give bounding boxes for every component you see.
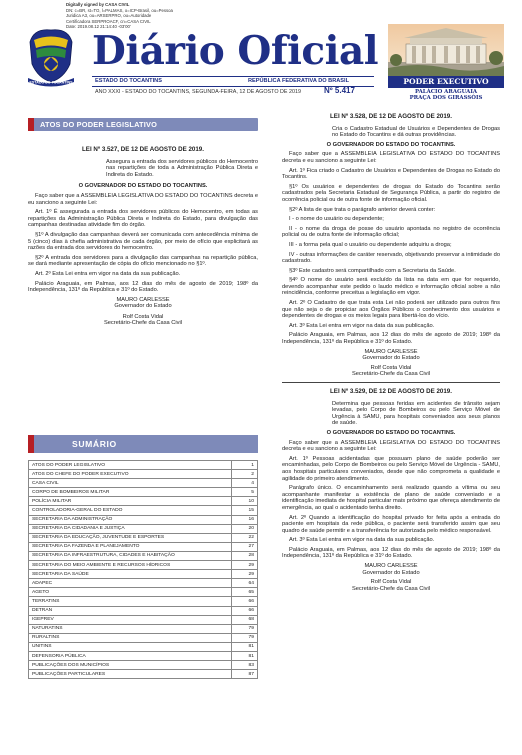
palace-name: PALÁCIO ARAGUAIA: [414, 89, 478, 95]
summary-section: AGETO: [29, 588, 232, 597]
summary-row: [29, 461, 258, 470]
summary-section: CONTROLADORIA-GERAL DO ESTADO: [29, 506, 232, 515]
summary-page: 65: [232, 588, 258, 597]
law-closing: Palácio Araguaia, em Palmas, aos 12 dias do mês de agosto de 2019; 198º da Independência, 131º da República e 31º do Estado.: [282, 332, 500, 346]
law-article: Art. 2º Esta Lei entra em vigor na data da sua publicação.: [35, 270, 181, 277]
summary-section: SECRETARIA DO MEIO AMBIENTE E RECURSOS HÍDRICOS: [29, 561, 232, 570]
signature-line: DN: c=BR, st=TO, l=PALMAS, o=ICP-Brasil, ou=Pessoa: [66, 7, 173, 13]
summary-row: [29, 488, 258, 497]
law-paragraph: §3º Este cadastro será compartilhado com a Secretaria da Saúde.: [289, 267, 456, 274]
signer-role: Secretário-Chefe da Casa Civil: [351, 585, 431, 592]
summary-section: CORPO DE BOMBEIROS MILITAR: [29, 488, 232, 497]
law-paragraph: §1º Os usuários e dependentes de drogas do Estado do Tocantins serão cadastrados pela Secretaria Estadual de Segurança Pública, a partir do registro de ocorrência policial ou de outra fonte de informação oficial.: [282, 183, 500, 203]
summary-row: [29, 588, 258, 597]
summary-row: [29, 624, 258, 633]
summary-page: 87: [232, 670, 258, 679]
summary-row: [29, 524, 258, 533]
summary-section: ADAPEC: [29, 579, 232, 588]
summary-section: SECRETARIA DA SAÚDE: [29, 570, 232, 579]
summary-section: DETRAN: [29, 606, 232, 615]
signer-role: Governador do Estado: [362, 355, 420, 362]
summary-page: 79: [232, 624, 258, 633]
summary-page: 29: [232, 570, 258, 579]
law-article: Art. 2º O Cadastro de que trata esta Lei não poderá ser utilizado para outros fins que não seja o de propiciar aos Órgãos Públicos o conhecimento dos usuários e dependentes de drogas e os meios legais para libertá-los do vício.: [282, 300, 500, 320]
law-article: Art. 2º Quando a identificação do hospital privado for feita após a entrada do paciente em hospitais da rede pública, o paciente será transferido assim que seu quadro de saúde permitir e a transferência for autorizada pelo médico responsável.: [282, 514, 500, 534]
summary-section: IGEPREV: [29, 615, 232, 624]
summary-section: PUBLICAÇÕES DOS MUNICÍPIOS: [29, 661, 232, 670]
summary-section: SECRETARIA DA CIDADANIA E JUSTIÇA: [29, 524, 232, 533]
summary-row: [29, 470, 258, 479]
summary-row: [29, 615, 258, 624]
signer-name: Rolf Costa Vidal: [122, 313, 164, 320]
signer-name: MAURO CARLESSE: [364, 563, 418, 570]
left-column: [28, 118, 258, 330]
summary-section: SECRETARIA DA FAZENDA E PLANEJAMENTO: [29, 542, 232, 551]
law-item: IV - outras informações de caráter reservado, objetivando preservar a intimidade do cadastrado.: [282, 251, 500, 265]
summary-page: 79: [232, 633, 258, 642]
summary-row: [29, 579, 258, 588]
masthead-state: ESTADO DO TOCANTINS: [95, 78, 162, 84]
summary-row: [29, 670, 258, 679]
summary-section: SECRETARIA DA ADMINISTRAÇÃO: [29, 515, 232, 524]
law-article: Art. 3º Esta Lei entra em vigor na data da sua publicação.: [289, 322, 435, 329]
summary-row: [29, 506, 258, 515]
summary-page: 1: [232, 461, 258, 470]
summary-page: 66: [232, 606, 258, 615]
law-paragraph: §2º A lista de que trata o parágrafo anterior deverá conter:: [289, 206, 436, 213]
summary-row: [29, 515, 258, 524]
law-preamble: Faço saber que a ASSEMBLEIA LEGISLATIVA DO ESTADO DO TOCANTINS decreta e eu sanciono a seguinte Lei:: [282, 151, 500, 164]
law-article: Art. 3º Esta Lei entra em vigor na data da sua publicação.: [289, 537, 435, 544]
summary-page: 4: [232, 479, 258, 488]
signature-line: Date: 2019.08.12 21:14:40 -03'00': [66, 24, 131, 30]
summary-section: UNITINS: [29, 642, 232, 651]
masthead-republic: REPÚBLICA FEDERATIVA DO BRASIL: [248, 78, 349, 84]
palace-square: PRAÇA DOS GIRASSÓIS: [409, 95, 483, 101]
law-article: Art. 1º É assegurada a entrada dos servidores públicos do Hemocentro, em todas as repartições da Administração Pública Direta e Indireta do Estado, para divulgação das campanhas destinadas atividade fim do órgão.: [28, 209, 258, 229]
law-paragraph: §2º A entrada dos servidores para a divulgação das campanhas na repartição pública, se dará mediante apresentação de cópia do ofício mencionado no §1º.: [28, 254, 258, 268]
signer-name: Rolf Costa Vidal: [370, 579, 412, 586]
law-item: I - o nome do usuário ou dependente;: [289, 216, 384, 223]
summary-section: DEFENSORIA PÚBLICA: [29, 651, 232, 660]
summary-page: 22: [232, 533, 258, 542]
state-crest-icon: [26, 24, 76, 90]
summary-row: [29, 570, 258, 579]
summary-title: SUMÁRIO: [72, 439, 117, 449]
summary-row: [29, 633, 258, 642]
summary-row: [29, 497, 258, 506]
summary-section: NATURATINS: [29, 624, 232, 633]
signer-role: Governador do Estado: [114, 303, 172, 310]
signer-name: MAURO CARLESSE: [116, 296, 170, 303]
summary-row: [29, 606, 258, 615]
summary-page: 5: [232, 488, 258, 497]
palace-photo: [388, 24, 504, 76]
law-paragraph: §4º O nome do usuário será excluído da lista na data em que for requerido, devendo acompanhar este pedido o laudo médico e informação oficial sobre a não reincidência, conforme preceitua a legislação em vigor.: [282, 277, 500, 297]
summary-row: [29, 642, 258, 651]
summary-page: 20: [232, 524, 258, 533]
summary-row: [29, 661, 258, 670]
summary: [28, 435, 258, 679]
masthead-title: Diário Oficial: [92, 28, 379, 74]
signer-role: Governador do Estado: [362, 569, 420, 576]
law-preamble: Faço saber que a ASSEMBLEIA LEGISLATIVA DO ESTADO DO TOCANTINS decreta e eu sanciono a seguinte Lei:: [28, 192, 258, 206]
digital-signature: [66, 2, 256, 30]
summary-section: CASA CIVIL: [29, 479, 232, 488]
summary-page: 83: [232, 661, 258, 670]
summary-section: TERRATINS: [29, 597, 232, 606]
signature-line: Certificadora SERPROACF, cn=CASA CIVIL: [66, 18, 151, 24]
summary-page: 16: [232, 515, 258, 524]
signer-role: Secretário-Chefe da Casa Civil: [103, 320, 183, 327]
summary-page: 29: [232, 561, 258, 570]
summary-page: 68: [232, 615, 258, 624]
issue-number: Nº 5.417: [324, 86, 355, 95]
right-column: [282, 112, 500, 595]
summary-page: 2: [232, 470, 258, 479]
summary-section: ATOS DO CHEFE DO PODER EXECUTIVO: [29, 470, 232, 479]
law-ementa: Assegura a entrada dos servidores públicos do Hemocentro nas repartições de toda a Administração Pública Direta e Indireta do Estado.: [106, 158, 258, 178]
summary-page: 81: [232, 642, 258, 651]
summary-row: [29, 597, 258, 606]
signer-name: Rolf Costa Vidal: [370, 364, 412, 371]
summary-table: [28, 460, 258, 679]
summary-page: 10: [232, 497, 258, 506]
governor-heading: O GOVERNADOR DO ESTADO DO TOCANTINS.: [326, 429, 456, 436]
branch-label: PODER EXECUTIVO: [388, 76, 504, 88]
summary-row: [29, 651, 258, 660]
law-title: LEI Nº 3.527, DE 12 DE AGOSTO DE 2019.: [82, 146, 204, 153]
law-preamble: Faço saber que a ASSEMBLEIA LEGISLATIVA DO ESTADO DO TOCANTINS decreta e eu sanciono a seguinte Lei:: [282, 439, 500, 453]
law-title: LEI Nº 3.528, DE 12 DE AGOSTO DE 2019.: [330, 113, 452, 120]
summary-page: 27: [232, 542, 258, 551]
summary-page: 15: [232, 506, 258, 515]
law-paragraph: §1º A divulgação das campanhas deverá ser comunicada com antecedência mínima de 5 (cinco) dias à chefia administrativa de cada órgão, por meio de ofício que explicitará as razões da entrada dos servidores do hemocentro.: [28, 231, 258, 252]
law-ementa: Determina que pessoas feridas em acidentes de trânsito sejam levadas, pelo Corpo de Bombeiros ou pelo Serviço Móvel de Urgência à SAMU, para hospitais conveniados aos seus planos de saúde.: [332, 400, 500, 427]
law-title: LEI Nº 3.529, DE 12 DE AGOSTO DE 2019.: [330, 388, 452, 395]
summary-row: [29, 533, 258, 542]
law-paragraph: Parágrafo único. O encaminhamento será realizado quando a vítima ou seu acompanhante manifestar a existência de plano de saúde conveniado e a identificação imediata de hospital particular mais próximo que ofereça atendimento de emergência, ao qual o acidentado tenha direito.: [282, 485, 500, 511]
law-item: III - a forma pela qual o usuário ou dependente adquiriu a droga;: [289, 241, 452, 248]
law-closing: Palácio Araguaia, em Palmas, aos 12 dias do mês de agosto de 2019; 198º da Independência, 131º da República e 31º do Estado.: [282, 546, 500, 560]
summary-section: RURALTINS: [29, 633, 232, 642]
crest-motto: ESTADO DO TOCANTINS: [29, 80, 73, 85]
summary-row: [29, 551, 258, 560]
summary-section: SECRETARIA DA EDUCAÇÃO, JUVENTUDE E ESPORTES: [29, 533, 232, 542]
edition-line: ANO XXXI - ESTADO DO TOCANTINS, SEGUNDA-FEIRA, 12 DE AGOSTO DE 2019: [95, 89, 301, 95]
summary-page: 81: [232, 651, 258, 660]
summary-section: ATOS DO PODER LEGISLATIVO: [29, 461, 232, 470]
masthead-rule: [92, 76, 374, 77]
law-article: Art. 1º Pessoas acidentadas que possuam plano de saúde poderão ser encaminhadas, pelo Corpo de Bombeiros ou pelo Serviço Móvel de Urgência - SAMU, aos hospitais particulares conveniados, desde que não comprometa a qualidade e agilidade do primeiro atendimento.: [282, 455, 500, 482]
summary-page: 66: [232, 597, 258, 606]
summary-section: POLÍCIA MILITAR: [29, 497, 232, 506]
law-closing: Palácio Araguaia, em Palmas, aos 12 dias do mês de agosto de 2019; 198º da Independência, 131º da República e 31º do Estado.: [28, 280, 258, 294]
summary-banner: [28, 435, 258, 453]
governor-heading: O GOVERNADOR DO ESTADO DO TOCANTINS.: [326, 141, 456, 148]
summary-page: 28: [232, 551, 258, 560]
signer-name: MAURO CARLESSE: [364, 348, 418, 355]
section-title: ATOS DO PODER LEGISLATIVO: [40, 120, 158, 129]
section-divider: [282, 382, 500, 383]
signer-role: Secretário-Chefe da Casa Civil: [351, 371, 431, 378]
law-item: II - o nome da droga de posse do usuário apontada no registro de ocorrência policial ou de outra fonte de informação oficial;: [282, 225, 500, 239]
governor-heading: O GOVERNADOR DO ESTADO DO TOCANTINS.: [78, 183, 208, 190]
summary-row: [29, 542, 258, 551]
summary-row: [29, 479, 258, 488]
signature-line: Digitally signed by CASA CIVIL: [66, 2, 130, 7]
section-banner: [28, 118, 258, 131]
summary-row: [29, 561, 258, 570]
summary-page: 64: [232, 579, 258, 588]
signature-line: Juridica A3, ou=ARSERPRO, ou=Autoridade: [66, 13, 152, 19]
law-article: Art. 1º Fica criado o Cadastro de Usuários e Dependentes de Drogas no Estado do Tocantins.: [282, 167, 500, 181]
summary-section: PUBLICAÇÕES PARTICULARES: [29, 670, 232, 679]
law-ementa: Cria o Cadastro Estadual de Usuários e Dependentes de Drogas no Estado do Tocantins e dá outras providências.: [332, 125, 500, 139]
summary-section: SECRETARIA DA INFRAESTRUTURA, CIDADES E HABITAÇÃO: [29, 551, 232, 560]
